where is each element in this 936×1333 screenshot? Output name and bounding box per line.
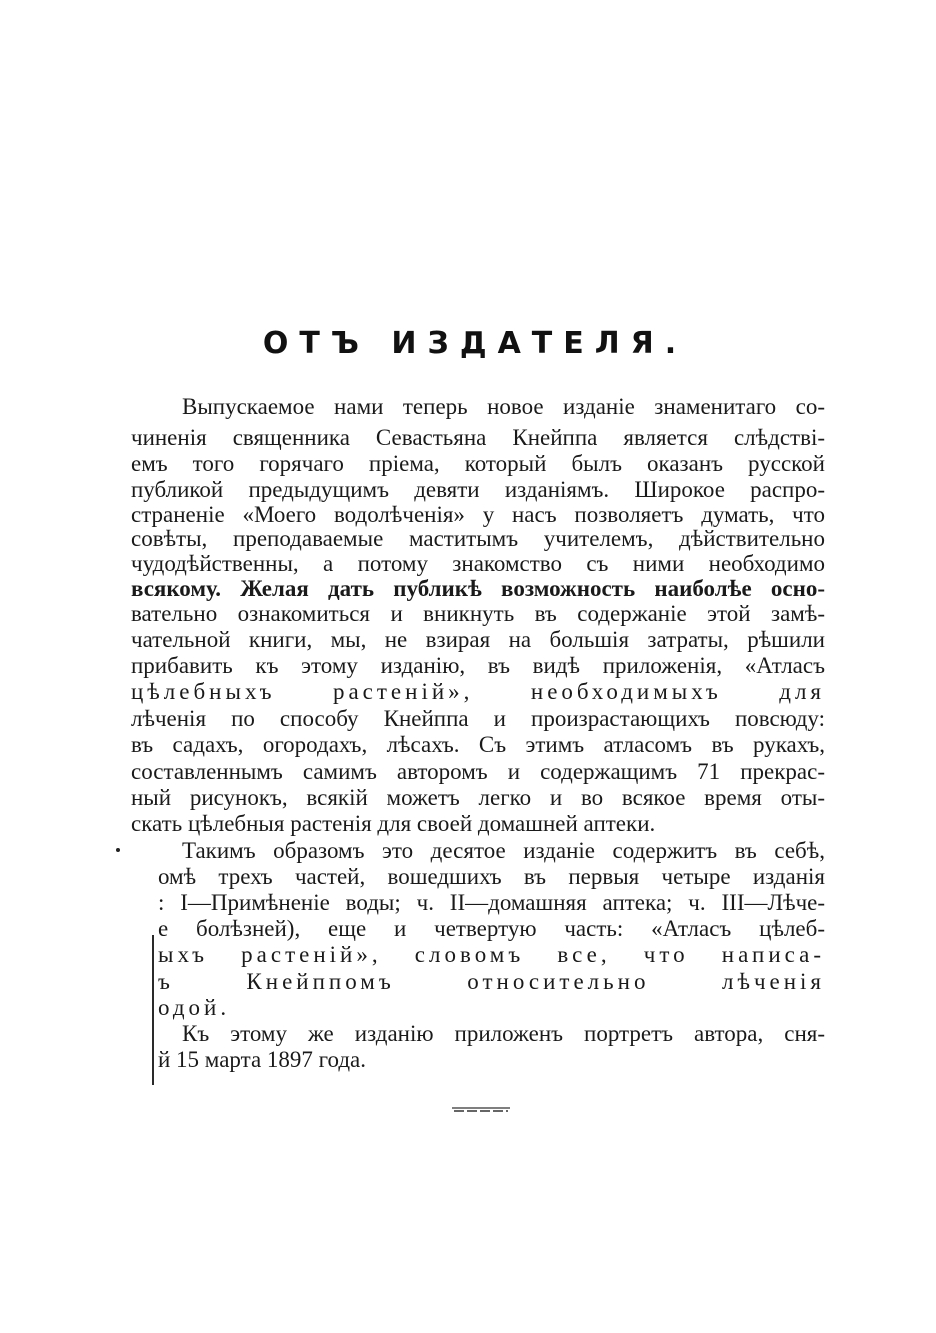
text-line: Къ этому же изданію приложенъ портретъ автора, сня- [182,1021,825,1046]
text-line: й 15 марта 1897 года. [158,1047,367,1072]
ornament-divider [450,1105,512,1115]
text-line: совѣты, преподаваемые маститымъ учителемъ, дѣйствительно [131,526,825,551]
text-line: прибавить къ этому изданію, въ видѣ приложенія, «Атласъ [131,653,825,678]
text-line: въ садахъ, огородахъ, лѣсахъ. Съ этимъ атласомъ въ рукахъ, [131,732,825,757]
text-line: составленнымъ самимъ авторомъ и содержащимъ 71 прекрас- [131,759,825,784]
text-line: омѣ трехъ частей, вошедшихъ въ первыя четыре изданія [158,864,825,889]
text-line: публикой предыдущимъ девяти изданіямъ. Широкое распро- [131,477,825,502]
margin-stroke [152,935,154,1085]
text-line: лѣченія по способу Кнейппа и произрастающихъ повсюду: [131,706,825,731]
text-line: ный рисунокъ, всякій можетъ легко и во всякое время оты- [131,785,825,810]
text-line: чудодѣйственны, а потому знакомство съ ними необходимо [131,551,825,576]
text-line: емъ того горячаго пріема, который былъ оказанъ русской [131,451,825,476]
text-line: Такимъ образомъ это десятое изданіе содержитъ въ себѣ, [182,838,825,863]
text-line: вательно ознакомиться и вникнуть въ содержаніе этой замѣ- [131,601,825,626]
text-line: чательной книги, мы, не взирая на большія затраты, рѣшили [131,627,825,652]
text-line: скать цѣлебныя растенія для своей домашней аптеки. [131,811,656,836]
text-line: е болѣзней), еще и четвертую часть: «Атласъ цѣлеб- [158,916,825,941]
text-line: чиненія священника Севастьяна Кнейппа является слѣдстві- [131,425,825,450]
text-line: ъ Кнейппомъ относительно лѣченія [158,969,825,994]
text-line: страненіе «Моего водолѣченія» у насъ позволяетъ думать, что [131,502,825,527]
text-line: одой. [158,995,231,1020]
text-line: : I—Примѣненіе воды; ч. II—домашняя аптека; ч. III—Лѣче- [158,890,825,915]
margin-dot [116,848,120,852]
page-title: ОТЪ ИЗДАТЕЛЯ. [262,326,688,361]
text-line: всякому. Желая дать публикѣ возможность наиболѣе осно- [131,576,825,601]
text-line: цѣлебныхъ растеній», необходимыхъ для [131,679,825,704]
text-line: ыхъ растеній», словомъ все, что написа- [158,942,825,967]
text-line: Выпускаемое нами теперь новое изданіе знаменитаго со- [182,394,825,419]
